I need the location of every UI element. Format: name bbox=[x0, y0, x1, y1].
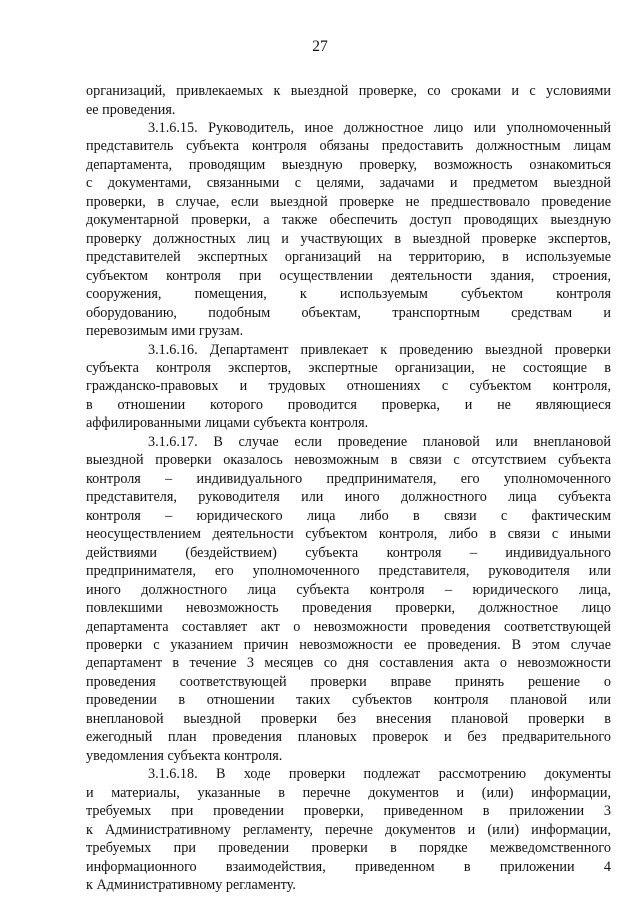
text-line: представитель субъекта контроля обязаны предоставить должностным лицам bbox=[86, 138, 611, 155]
text-line: внеплановой выездной проверки без внесения плановой проверки в bbox=[86, 710, 611, 727]
text-line: контроля – юридического лица либо в связи с фактическим bbox=[86, 507, 611, 524]
text-line: повлекшими невозможность проведения проверки, должностное лицо bbox=[86, 600, 611, 616]
text-line: представителя, руководителя или иного должностного лица субъекта bbox=[86, 489, 611, 506]
text-line: аффилированными лицами субъекта контроля. bbox=[86, 415, 369, 432]
text-line: проведения соответствующей проверки вправе принять решение о bbox=[86, 673, 611, 690]
text-line: неосуществлением деятельности субъектом контроля, либо в связи с иными bbox=[86, 526, 611, 543]
text-line: выездной проверки оказалось невозможным в связи с отсутствием субъекта bbox=[86, 452, 611, 469]
text-line: с документами, связанными с целями, задачами и предметом выездной bbox=[86, 175, 611, 192]
text-line: проверку должностных лиц и участвующих в выездной проверке экспертов, bbox=[86, 230, 611, 247]
text-line: действиями (бездействием) субъекта контроля – индивидуального bbox=[86, 544, 611, 561]
text-line: сооружения, помещения, к используемым субъектом контроля bbox=[86, 286, 611, 303]
text-line: иного должностного лица субъекта контроля – юридического лица, bbox=[86, 581, 611, 598]
text-line: департамента составляет акт о невозможности проведения соответствующей bbox=[86, 618, 611, 635]
text-line: ее проведения. bbox=[86, 101, 176, 118]
text-line: к Административному регламенту, перечне документов и (или) информации, bbox=[86, 821, 611, 838]
text-line: предпринимателя, его уполномоченного представителя, руководителя или bbox=[86, 563, 611, 580]
text-line: к Административному регламенту. bbox=[86, 877, 296, 893]
paragraph-3-1-6-17-start: 3.1.6.17. В случае если проведение плановой или внеплановой bbox=[148, 433, 611, 450]
text-line: перевозимым ими грузам. bbox=[86, 323, 244, 339]
text-line: ежегодный план проведения плановых проверок и без предварительного bbox=[86, 729, 611, 746]
text-line: контроля – индивидуального предпринимателя, его уполномоченного bbox=[86, 470, 611, 487]
text-line: требуемых при проведении проверки, приведенном в приложении 3 bbox=[86, 803, 611, 820]
text-line: и материалы, указанные в перечне документов и (или) информации, bbox=[86, 784, 611, 801]
text-line: проверки с указанием причин невозможности ее проведения. В этом случае bbox=[86, 637, 611, 653]
text-line: организаций, привлекаемых к выездной проверке, со сроками и с условиями bbox=[86, 83, 611, 99]
text-line: проведении в отношении таких субъектов контроля плановой или bbox=[86, 692, 611, 709]
text-line: субъекта контроля экспертов, экспертные организации, не состоящие в bbox=[86, 360, 611, 376]
text-line: представителей экспертных организаций на территорию, в используемые bbox=[86, 249, 611, 266]
text-line: департамента, проводящим выездную проверку, возможность ознакомиться bbox=[86, 156, 611, 173]
paragraph-3-1-6-15-start: 3.1.6.15. Руководитель, иное должностное лицо или уполномоченный bbox=[148, 119, 611, 136]
paragraph-3-1-6-16-start: 3.1.6.16. Департамент привлекает к проведению выездной проверки bbox=[148, 341, 611, 358]
text-line: информационного взаимодействия, приведенном в приложении 4 bbox=[86, 858, 611, 875]
text-line: гражданско-правовых и трудовых отношениях с субъектом контроля, bbox=[86, 378, 611, 395]
text-line: в отношении которого проводится проверка, и не являющиеся bbox=[86, 396, 611, 413]
paragraph-3-1-6-18-start: 3.1.6.18. В ходе проверки подлежат рассмотрению документы bbox=[148, 766, 611, 783]
text-line: документарной проверки, а также обеспечить доступ проводящих выездную bbox=[86, 212, 611, 229]
text-line: уведомления субъекта контроля. bbox=[86, 747, 283, 764]
text-line: оборудованию, подобным объектам, транспортным средствам и bbox=[86, 304, 611, 321]
text-line: требуемых при проведении проверки в порядке межведомственного bbox=[86, 840, 611, 857]
text-line: департамент в течение 3 месяцев со дня составления акта о невозможности bbox=[86, 655, 611, 672]
page-number: 27 bbox=[312, 38, 328, 55]
text-line: субъектом контроля при осуществлении деятельности здания, строения, bbox=[86, 267, 611, 284]
text-line: проверки, в случае, если выездной проверке не предшествовало проведение bbox=[86, 193, 611, 210]
